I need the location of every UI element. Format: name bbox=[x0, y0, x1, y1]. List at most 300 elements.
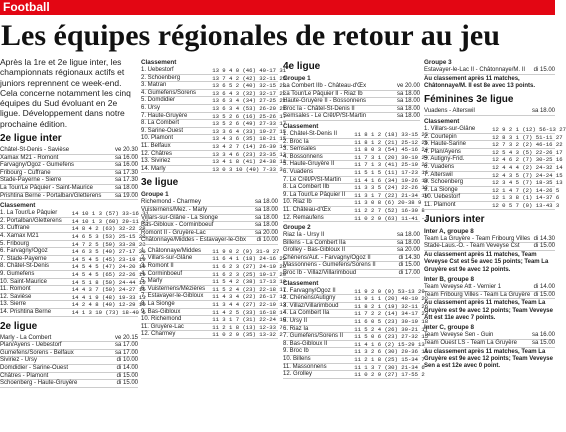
fixture: La Tour/Le Pâquier - Saint-Maurice bbox=[0, 185, 93, 192]
team-name: 1. Châtel-St-Denis II bbox=[283, 130, 338, 137]
fixture: Prishtina Berne - Portalban/Gletterens bbox=[0, 192, 102, 199]
standings-row bbox=[424, 126, 566, 134]
team-name: 10. Plamont bbox=[141, 135, 174, 142]
team-name: 10. Uebestorf bbox=[424, 194, 461, 201]
match-row bbox=[0, 365, 138, 373]
team-name: 3. Haute-Sarine bbox=[424, 141, 467, 148]
team-stats: 13 4 3 6 (35) 18-21 15 bbox=[212, 135, 287, 143]
team-stats: 14 6 3 5 (40) 27-17 21 bbox=[71, 248, 146, 256]
team-name: 12. Remaufens bbox=[283, 214, 324, 221]
team-stats: 13 6 3 4 (53) 26-20 21 bbox=[212, 104, 287, 112]
team-name: 2. Chénens/Autigny bbox=[283, 295, 336, 302]
team-stats: 12 7 3 2 (2) 46-16 22 bbox=[492, 141, 563, 149]
match-row bbox=[0, 342, 138, 350]
team-stats: 13 4 1 8 (41) 24-38 13 bbox=[212, 158, 287, 166]
kickoff-time: di 15.00 bbox=[533, 291, 555, 298]
team-stats: 13 4 2 7 (14) 26-39 14 bbox=[212, 142, 287, 150]
standings-row bbox=[0, 210, 149, 218]
standings-label: Classement bbox=[141, 59, 177, 66]
match-list bbox=[424, 284, 555, 299]
fixture: Semsales - Le Crêt/P/St-Martin bbox=[283, 113, 367, 120]
team-name: 4. Plan/Ayens bbox=[424, 148, 461, 155]
team-stats: 11 6 0 5 (23) 30-19 18 bbox=[354, 318, 429, 326]
team-name: 12. Savièse bbox=[0, 293, 32, 300]
kickoff-time: di 15.00 bbox=[398, 262, 420, 269]
team-stats: 11 4 1 6 (2) 15-29 13 bbox=[354, 340, 425, 348]
match-row bbox=[141, 237, 278, 245]
team-stats: 13 6 4 3 (32) 32-17 22 bbox=[212, 89, 287, 97]
fixture: Team Fribourg Villes - Team La Gruyère bbox=[424, 291, 531, 298]
match-row bbox=[283, 247, 420, 255]
team-stats: 11 8 0 3 (54) 45-16 24 bbox=[354, 146, 429, 154]
column-1 bbox=[0, 57, 149, 432]
team-stats: 12 4 6 2 (7) 30-25 16 bbox=[492, 156, 563, 164]
kickoff-time: sa 17.00 bbox=[114, 349, 138, 356]
kickoff-time: di 15.00 bbox=[533, 243, 555, 250]
team-name: 2. Villars-sur-Glâne bbox=[141, 255, 193, 262]
team-name: 4. Gumefens/Sorens bbox=[141, 89, 197, 96]
team-name: 8. La Combert bbox=[141, 120, 180, 127]
team-name: 1. Châtonnaye/Middes bbox=[141, 247, 202, 254]
match-row bbox=[0, 162, 138, 170]
team-stats: 13 3 4 6 (23) 23-35 13 bbox=[212, 150, 287, 158]
match-row bbox=[283, 98, 420, 106]
kickoff-time: sa 20.00 bbox=[396, 247, 420, 254]
standings-row bbox=[141, 165, 283, 174]
kickoff-time: di 15.00 bbox=[116, 380, 138, 387]
team-name: 8. Bas-Gibloux II bbox=[283, 340, 328, 347]
team-stats: 12 4 3 5 (7) 24-24 15 bbox=[492, 171, 563, 179]
team-name: 1. Farvagny/Ogoz II bbox=[283, 287, 336, 294]
fixture: Siviriez - Ursy bbox=[0, 357, 37, 364]
team-stats: 14 10 1 3 (57) 33-16 31 bbox=[71, 210, 149, 218]
kickoff-time: di 17.00 bbox=[398, 270, 420, 277]
match-row bbox=[424, 108, 555, 116]
team-stats: 11 1 3 7 (30) 21-34 6 bbox=[354, 363, 425, 371]
fixture: Domdidier - Sarine-Ouest bbox=[0, 364, 69, 371]
team-name: 3. Villaz/Villarimboud bbox=[283, 302, 339, 309]
fixture: Gumefens/Sorens - Belfaux bbox=[0, 349, 74, 356]
fixture: La Combert IIb - Château-d'Œx bbox=[283, 83, 367, 89]
team-stats: 11 3 3 5 (24) 22-26 12 bbox=[354, 184, 429, 192]
standings-row bbox=[141, 158, 287, 166]
team-stats: 12 0 5 7 (0) 13-43 3 bbox=[492, 201, 560, 209]
standings-row bbox=[283, 161, 429, 169]
team-stats: 14 10 1 3 (60) 29-11 31 bbox=[71, 217, 149, 225]
match-row bbox=[141, 230, 278, 238]
standings-row bbox=[283, 325, 429, 334]
standings-row bbox=[283, 146, 429, 154]
group-label: Groupe 1 bbox=[283, 75, 311, 82]
team-stats: 11 9 0 2 (9) 31-9 27 bbox=[212, 247, 280, 255]
team-name: 6. Vuadens bbox=[283, 168, 314, 175]
standings-row bbox=[424, 171, 563, 180]
team-stats: 14 5 4 5 (47) 24-20 19 bbox=[71, 263, 146, 271]
team-name: 14. Marly bbox=[141, 165, 166, 172]
standings-row bbox=[141, 74, 287, 83]
standings-row bbox=[283, 214, 429, 223]
standings-table bbox=[283, 287, 429, 379]
kickoff-time: di 14.30 bbox=[533, 235, 555, 242]
team-stats: 11 4 3 4 (22) 26-17 15 bbox=[212, 293, 287, 301]
section-title-feminines: Féminines 3e ligue bbox=[424, 94, 514, 106]
fixture: Vuadens - Alterswil bbox=[424, 108, 475, 115]
team-name: 5. Marly bbox=[141, 278, 163, 285]
team-stats: 12 1 4 7 (2) 14-26 5 bbox=[492, 186, 560, 194]
standings-table bbox=[424, 126, 566, 210]
team-stats: 13 5 2 6 (49) 27-33 17 bbox=[212, 120, 287, 128]
match-row bbox=[141, 207, 278, 215]
match-row bbox=[283, 91, 420, 99]
team-name: 6. Farvagny/Ogoz bbox=[0, 248, 48, 255]
standings-row bbox=[0, 293, 146, 302]
fixture: Fribourg - Cuffrane bbox=[0, 169, 51, 176]
match-list bbox=[424, 67, 555, 75]
standings-row bbox=[0, 255, 146, 264]
group-label: Groupe 2 bbox=[283, 224, 311, 232]
standings-label: Classement bbox=[283, 122, 319, 130]
fixture: Villars-sur-Glâne - La Sionge bbox=[141, 214, 218, 221]
team-name: 9. Sarine-Ouest bbox=[141, 127, 184, 134]
team-name: 2. Schoenberg bbox=[141, 74, 181, 81]
kickoff-time: sa 15.00 bbox=[531, 339, 555, 346]
team-name: 10. Billens bbox=[283, 356, 311, 362]
team-stats: 13 3 6 4 (33) 19-27 15 bbox=[212, 127, 287, 135]
team-name: 11. Romont bbox=[0, 286, 31, 293]
fixture: Grolley - Bas-Gibloux II bbox=[283, 247, 346, 254]
kickoff-time: sa 18.00 bbox=[396, 105, 420, 112]
standings-row bbox=[283, 333, 429, 341]
team-stats: 14 7 2 5 (59) 33-28 23 bbox=[71, 240, 146, 248]
section-banner bbox=[0, 0, 555, 15]
team-name: 9. La Tour/Le Pâquier II bbox=[283, 191, 346, 198]
standings-row bbox=[283, 340, 425, 349]
standings-row bbox=[283, 206, 425, 215]
standings-row bbox=[424, 186, 560, 195]
standings-row bbox=[141, 127, 287, 136]
team-name: 6. Riaz Ia bbox=[283, 325, 309, 332]
standings-row bbox=[0, 263, 146, 271]
team-stats: 12 1 3 8 (1) 14-37 6 bbox=[492, 194, 560, 202]
team-name: 12. Châtres bbox=[141, 150, 173, 157]
team-name: 3. Semsales bbox=[283, 146, 317, 153]
kickoff-time: ve 20.00 bbox=[396, 83, 420, 89]
team-stats: 11 3 1 7 (22) 21-34 10 bbox=[354, 191, 429, 199]
team-stats: 14 6 5 3 (53) 25-15 23 bbox=[71, 233, 146, 241]
standings-row bbox=[0, 225, 146, 233]
kickoff-time: di 10.00 bbox=[256, 237, 278, 244]
group-label: Inter A, groupe 8 bbox=[424, 227, 474, 235]
fixture: Châtel-St-Denis - Savièse bbox=[0, 147, 70, 154]
kickoff-time: sa 17.00 bbox=[114, 342, 138, 349]
standings-note: Au classement après 11 matches, Team La Gruyère est 9e avec 12 points; Team Veveyse Att est 11e avec 7 points. bbox=[424, 300, 553, 321]
kickoff-time: di 10.00 bbox=[116, 357, 138, 364]
standings-row bbox=[283, 310, 429, 318]
fixture: Bas-Gibloux - Corminboeuf bbox=[141, 222, 214, 229]
column-3 bbox=[283, 57, 429, 432]
fixture: Riaz Ia - Ursy II bbox=[283, 232, 325, 239]
team-stats: 11 8 2 1 (19) 32-11 26 bbox=[354, 302, 429, 310]
standings-row bbox=[141, 285, 287, 294]
kickoff-time: sa 18.00 bbox=[396, 239, 420, 246]
standings-row bbox=[141, 293, 287, 301]
standings-row bbox=[0, 278, 146, 287]
kickoff-time: di 15.00 bbox=[116, 372, 138, 379]
match-row bbox=[424, 236, 555, 244]
section-title-3e-ligue: 3e ligue bbox=[141, 177, 179, 189]
group-label: Inter B, groupe 8 bbox=[424, 275, 475, 283]
column-4 bbox=[424, 57, 566, 432]
team-stats: 11 7 1 3 (41) 25-19 22 bbox=[354, 161, 429, 169]
match-row bbox=[0, 335, 138, 343]
section-title-2e-ligue-inter: 2e ligue inter bbox=[0, 133, 62, 145]
match-list bbox=[141, 199, 278, 245]
match-row bbox=[283, 255, 420, 263]
team-stats: 13 6 3 4 (34) 27-25 21 bbox=[212, 97, 287, 105]
team-name: 9. Broc Ib bbox=[283, 348, 309, 355]
match-row bbox=[283, 113, 420, 121]
team-name: 8. La Combert IIb bbox=[283, 184, 330, 191]
fixture: Richemond - Charmey bbox=[141, 199, 202, 206]
fixture: Châtonnaye/Middes - Estavayer-le-Gbx bbox=[141, 237, 247, 244]
kickoff-time: sa 19.00 bbox=[114, 192, 138, 199]
standings-row bbox=[141, 104, 287, 113]
standings-row bbox=[141, 82, 287, 90]
match-row bbox=[424, 243, 555, 251]
team-stats: 11 6 2 3 (27) 24-19 20 bbox=[212, 263, 287, 271]
fixture: Farvagny/Ogoz - Gumefens bbox=[0, 162, 75, 169]
match-row bbox=[0, 193, 138, 201]
team-stats: 11 5 2 4 (26) 30-21 17 bbox=[354, 325, 429, 333]
standings-table bbox=[283, 130, 429, 222]
team-stats: 14 1 3 10 (73) 18-40 6 bbox=[71, 308, 146, 316]
section-label: Football bbox=[3, 0, 50, 14]
standings-row bbox=[141, 308, 287, 317]
kickoff-time: sa 18.00 bbox=[396, 98, 420, 105]
standings-table bbox=[141, 247, 287, 339]
standings-row bbox=[141, 255, 287, 263]
kickoff-time: di 14.00 bbox=[533, 283, 555, 290]
fixture: Romont II - Gruyère-Lac bbox=[141, 229, 206, 236]
kickoff-time: di 14.00 bbox=[116, 364, 138, 371]
team-name: 12. Charmey bbox=[141, 331, 176, 338]
team-name: 5. Autigny-Frid. bbox=[424, 156, 465, 163]
team-name: 8. Châtel-St-Denis bbox=[0, 263, 50, 270]
team-name: 5. Domdidier bbox=[141, 97, 176, 104]
team-stats: 11 5 4 2 (38) 17-13 19 bbox=[212, 278, 287, 286]
standings-row bbox=[424, 194, 560, 202]
standings-row bbox=[141, 89, 287, 98]
standings-row bbox=[141, 120, 287, 128]
team-name: 11. Plamont bbox=[424, 201, 456, 208]
match-row bbox=[283, 270, 420, 278]
team-name: 10. Saint-Maurice bbox=[0, 278, 48, 285]
match-row bbox=[0, 155, 138, 163]
standings-note: Au classement après 11 matches, Team La Gruyère est 9e avec 12 points; Team Veveyse Sen a est 12e avec 0 point. bbox=[424, 348, 553, 370]
fixture: Châtres - Plamont bbox=[0, 372, 49, 379]
standings-row bbox=[283, 302, 429, 311]
standings-row bbox=[0, 286, 146, 294]
standings-row bbox=[141, 278, 287, 286]
kickoff-time: sa 18.00 bbox=[396, 232, 420, 239]
standings-row bbox=[283, 130, 429, 139]
fixture: Massonnens - Gumefens/Sorens II bbox=[283, 262, 376, 269]
team-stats: 12 5 4 3 (5) 22-26 17 bbox=[492, 148, 563, 156]
kickoff-time: sa 18.00 bbox=[396, 90, 420, 97]
team-name: 4. Xamax M21 bbox=[0, 233, 39, 240]
standings-row bbox=[283, 153, 429, 162]
standings-row bbox=[0, 217, 149, 226]
fixture: Estavayer-le-Lac II - Châtonnaye/M. II bbox=[424, 67, 526, 73]
team-stats: 12 9 2 1 (12) 56-13 27 bbox=[492, 126, 566, 133]
team-stats: 14 2 4 8 (40) 12-29 10 bbox=[71, 301, 146, 309]
match-row bbox=[424, 67, 555, 75]
standings-row bbox=[283, 371, 425, 379]
standings-row bbox=[141, 67, 287, 75]
standings-row bbox=[283, 199, 420, 207]
fixture: Team Ouest LS - Team La Gruyère bbox=[424, 339, 517, 346]
match-row bbox=[283, 240, 420, 248]
intro-paragraph: Après la 1re et 2e ligue inter, les championnats régionaux actifs et juniors reprennent ce week-end. Cela concerne notamment les cinq équipes du Sud évoluant en 2e ligue. Développement dans notre prochaine édition. bbox=[0, 57, 131, 129]
group-label: Inter C, groupe 8 bbox=[424, 324, 475, 332]
standings-row bbox=[141, 142, 287, 151]
standings-label: Classement bbox=[424, 118, 460, 125]
match-row bbox=[424, 340, 555, 348]
team-stats: 14 4 1 9 (48) 19-33 13 bbox=[71, 293, 146, 301]
team-stats: 11 8 1 2 (21) 25-12 25 bbox=[354, 138, 429, 146]
match-row bbox=[283, 106, 420, 114]
match-list bbox=[283, 83, 420, 121]
standings-row bbox=[424, 156, 563, 164]
match-row bbox=[283, 83, 420, 91]
kickoff-time: sa 16.00 bbox=[114, 154, 138, 161]
kickoff-time: sa 18.00 bbox=[114, 185, 138, 192]
team-name: 8. La Sionge bbox=[141, 301, 175, 308]
team-stats: 11 4 2 5 (33) 16-18 14 bbox=[212, 308, 287, 316]
team-stats: 14 8 4 2 (63) 32-22 28 bbox=[71, 225, 146, 233]
team-stats: 11 3 1 7 (31) 22-24 10 bbox=[212, 316, 287, 324]
team-name: 3. Romont II bbox=[141, 263, 174, 270]
kickoff-time: sa 17.30 bbox=[114, 177, 138, 184]
fixture: Vuisternens/Mez. - Marly bbox=[141, 206, 208, 213]
team-name: 3. Cuffrane bbox=[0, 225, 30, 232]
kickoff-time: sa 18.00 bbox=[531, 108, 555, 115]
standings-row bbox=[424, 163, 563, 172]
team-name: 7. Haute-Gruyère bbox=[141, 112, 188, 119]
match-row bbox=[0, 147, 138, 155]
team-stats: 13 6 5 2 (40) 32-15 23 bbox=[212, 82, 287, 90]
fixture: Schoenberg - Haute-Gruyère bbox=[0, 380, 78, 387]
standings-note: Au classement après 11 matches, Châtonnaye/M. II est 8e avec 13 points. bbox=[424, 75, 536, 89]
group-label: Groupe 3 bbox=[424, 59, 452, 66]
match-row bbox=[141, 199, 278, 207]
standings-row bbox=[141, 270, 287, 279]
standings-row bbox=[141, 323, 283, 332]
fixture: Xamax M21 - Romont bbox=[0, 154, 59, 161]
standings-row bbox=[283, 363, 425, 372]
team-name: 1. Villars-sur-Glâne bbox=[424, 126, 476, 132]
standings-row bbox=[141, 263, 287, 271]
team-name: 13. Siviriez bbox=[141, 158, 171, 165]
fixture: Team Veveyse Att - Vernier 1 bbox=[424, 283, 502, 290]
match-row bbox=[424, 284, 555, 292]
team-name: 9. La Sionge bbox=[424, 186, 458, 193]
team-name: 13. Sierre bbox=[0, 301, 27, 308]
team-name: 6. Vuisternens/Mézières bbox=[141, 285, 206, 292]
standings-label: Classement bbox=[283, 279, 319, 287]
match-row bbox=[141, 222, 278, 230]
fixture: Team Veveyse Sen - Guin bbox=[424, 332, 494, 339]
fixture: Broc Ib - Villaz/Villarimboud bbox=[283, 270, 357, 277]
match-row bbox=[0, 185, 138, 193]
team-name: 11. Massonnens bbox=[283, 363, 327, 370]
fixture: Plan/Ayens - Uebestorf bbox=[0, 342, 62, 349]
team-stats: 12 4 4 4 (2) 24-32 14 bbox=[492, 163, 563, 171]
standings-row bbox=[283, 138, 429, 147]
kickoff-time: sa 18.00 bbox=[254, 214, 278, 221]
team-stats: 11 0 2 9 (63) 11-41 -1 bbox=[354, 214, 429, 222]
match-list bbox=[0, 335, 138, 388]
standings-table bbox=[0, 210, 149, 316]
standings-row bbox=[283, 168, 429, 177]
fixture: La Tour/Le Pâquier II - Riaz Ib bbox=[283, 90, 363, 97]
team-stats: 11 7 3 1 (20) 39-10 24 bbox=[354, 153, 429, 161]
match-list bbox=[424, 236, 555, 251]
team-name: 6. Vuadens bbox=[424, 163, 455, 170]
standings-row bbox=[0, 270, 146, 279]
standings-row bbox=[0, 233, 146, 241]
team-stats: 13 9 4 0 (46) 40-17 31 bbox=[212, 67, 287, 74]
standings-row bbox=[141, 112, 287, 121]
match-row bbox=[283, 232, 420, 240]
standings-row bbox=[283, 318, 429, 326]
standings-row bbox=[424, 201, 560, 210]
match-row bbox=[141, 215, 278, 223]
team-name: 9. Bas-Gibloux bbox=[141, 308, 181, 315]
team-name: 6. Ursy bbox=[141, 104, 161, 111]
standings-row bbox=[0, 248, 146, 256]
standings-table bbox=[141, 67, 287, 173]
team-name: 11. Château-d'Œx bbox=[283, 206, 331, 213]
team-stats: 11 5 2 4 (23) 22-18 17 bbox=[212, 285, 287, 293]
standings-row bbox=[283, 184, 429, 192]
group-label: Groupe 1 bbox=[141, 191, 169, 199]
fixture: Broc Ia - Châtel-St-Denis II bbox=[283, 105, 355, 112]
fixture: Team La Gruyère - Team Fribourg Villes bbox=[424, 235, 531, 242]
team-stats: 11 9 2 0 (9) 53-13 29 bbox=[354, 287, 425, 295]
headline: Les équipes régionales de retour au jeu bbox=[1, 19, 500, 52]
standings-row bbox=[424, 179, 563, 187]
match-row bbox=[283, 262, 420, 270]
team-name: 3. Matran bbox=[141, 82, 167, 89]
team-stats: 13 0 3 10 (49) 7-33 3 bbox=[212, 165, 283, 173]
match-list bbox=[283, 232, 420, 278]
team-stats: 11 6 2 3 (25) 19-17 20 bbox=[212, 270, 287, 278]
team-stats: 11 9 1 1 (20) 48-10 28 bbox=[354, 295, 429, 303]
team-name: 2. Courtepin bbox=[424, 133, 457, 140]
kickoff-time: sa 18.00 bbox=[396, 113, 420, 120]
team-stats: 11 0 2 9 (27) 17-55 2 bbox=[354, 371, 425, 379]
match-row bbox=[0, 177, 138, 185]
match-list bbox=[0, 147, 138, 200]
kickoff-time: sa 16.00 bbox=[531, 332, 555, 339]
section-title-juniors-inter: Juniors inter bbox=[424, 213, 485, 225]
team-stats: 14 5 1 8 (50) 24-44 16 bbox=[71, 278, 146, 286]
team-stats: 14 5 4 5 (45) 23-19 19 bbox=[71, 255, 146, 263]
team-name: 10. Richemond bbox=[141, 316, 182, 323]
standings-row bbox=[283, 287, 425, 296]
team-name: 7. Le Crêt/P/St-Martin bbox=[283, 176, 342, 183]
